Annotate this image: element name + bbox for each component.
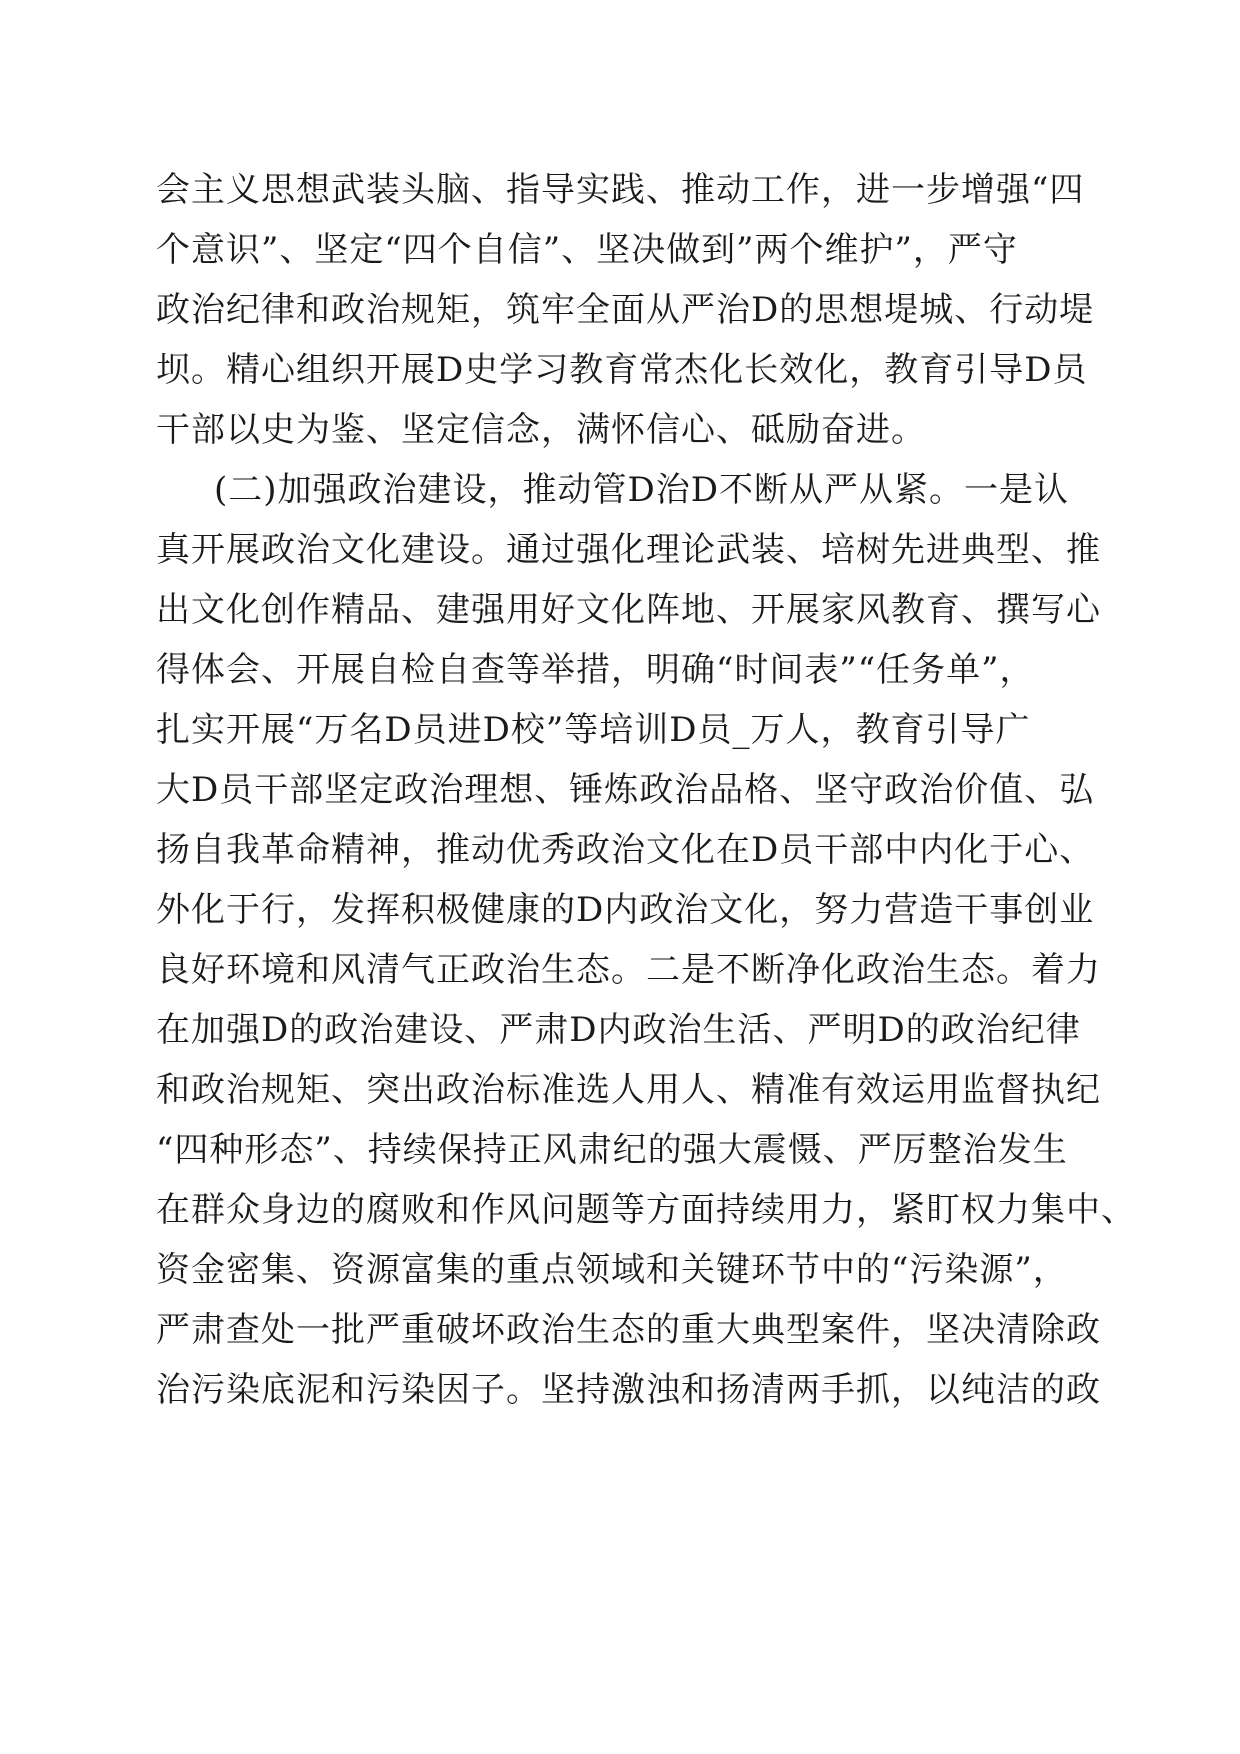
- text-line: 得体会、开展自检自查等举措，明确“时间表”“任务单”，: [156, 650, 1035, 690]
- text-line: “四种形态”、持续保持正风肃纪的强大震慑、严厉整治发生: [156, 1130, 1068, 1170]
- text-line: 政治纪律和政治规矩，筑牢全面从严治D的思想堤城、行动堤: [156, 290, 1095, 330]
- text-line: 个意识”、坚定“四个自信”、坚决做到”两个维护”，严守: [156, 230, 1018, 270]
- text-line: 和政治规矩、突出政治标准选人用人、精准有效运用监督执纪: [156, 1070, 1101, 1110]
- text-line: 治污染底泥和污染因子。坚持激浊和扬清两手抓，以纯洁的政: [156, 1370, 1101, 1410]
- text-line: 大D员干部坚定政治理想、锤炼政治品格、坚守政治价值、弘: [156, 770, 1095, 810]
- text-line: 扎实开展“万名D员进D校”等培训D员_万人，教育引导广: [156, 710, 1031, 750]
- text-line: 扬自我革命精神，推动优秀政治文化在D员干部中内化于心、: [156, 830, 1095, 870]
- text-line: 会主义思想武装头脑、指导实践、推动工作，进一步增强“四: [156, 170, 1085, 210]
- text-line: 在加强D的政治建设、严肃D内政治生活、严明D的政治纪律: [156, 1010, 1081, 1050]
- text-line: 干部以史为鉴、坚定信念，满怀信心、砥励奋进。: [156, 410, 926, 450]
- text-line: 外化于行，发挥积极健康的D内政治文化，努力营造干事创业: [156, 890, 1095, 930]
- text-line: 严肃查处一批严重破坏政治生态的重大典型案件，坚决清除政: [156, 1310, 1101, 1350]
- text-line: 资金密集、资源富集的重点领域和关键环节中的“污染源”，: [156, 1250, 1068, 1290]
- text-line: 良好环境和风清气正政治生态。二是不断净化政治生态。着力: [156, 950, 1101, 990]
- text-line: 坝。精心组织开展D史学习教育常杰化长效化，教育引导D员: [156, 350, 1088, 390]
- paragraph-heading-line: (二)加强政治建设，推动管D治D不断从严从紧。一是认: [214, 470, 1070, 510]
- text-line: 真开展政治文化建设。通过强化理论武装、培树先进典型、推: [156, 530, 1101, 570]
- text-line: 出文化创作精品、建强用好文化阵地、开展家风教育、撰写心: [156, 590, 1101, 630]
- text-line: 在群众身边的腐败和作风问题等方面持续用力，紧盯权力集中、: [156, 1190, 1136, 1230]
